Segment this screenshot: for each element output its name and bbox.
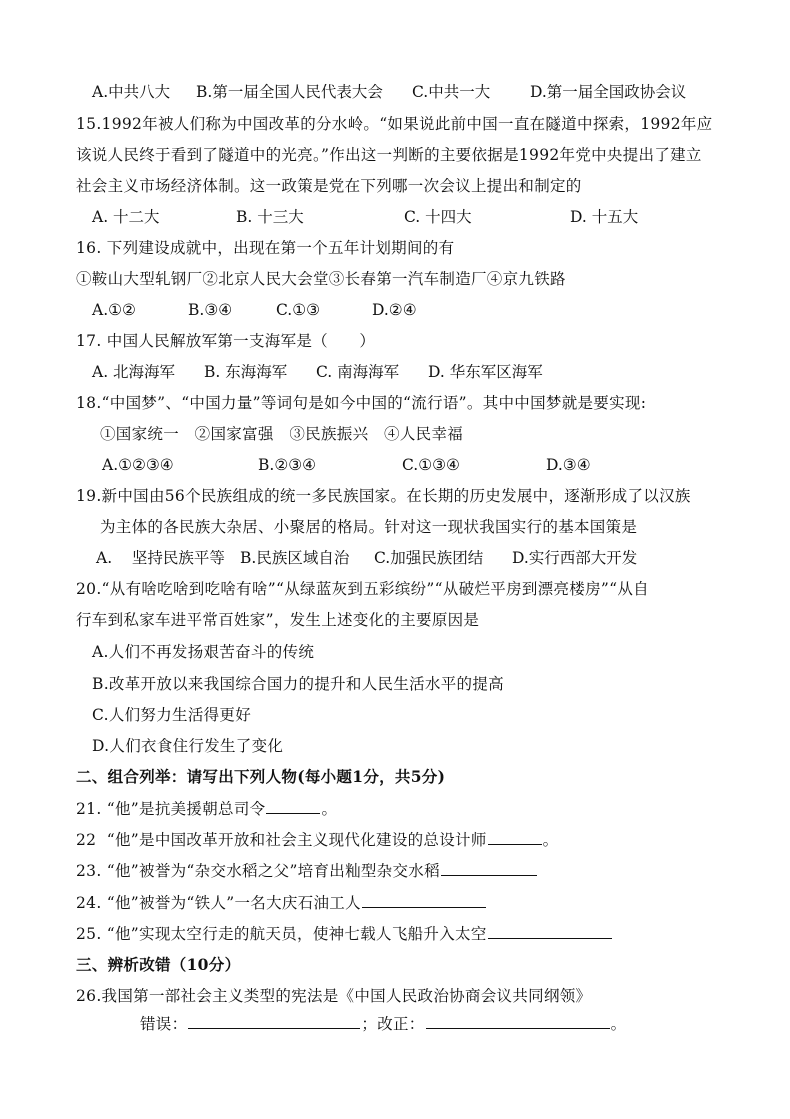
section-2-title: 二、组合列举：请写出下列人物(每小题1分，共5分) — [76, 767, 446, 786]
q14-option-b: B.第一届全国人民代表大会 — [196, 83, 383, 101]
q23-text: 23. “他”被誉为“杂交水稻之父”培育出籼型杂交水稻 — [76, 862, 440, 880]
q23 — [76, 861, 538, 881]
q16-option-d: D.②④ — [372, 301, 417, 319]
q16-option-a: A.①② — [92, 301, 136, 319]
q16-option-c: C.①③ — [276, 301, 321, 319]
q15-line-2: 该说人民终于看到了隧道中的光亮。”作出这一判断的主要依据是1992年党中央提出了建立 — [76, 146, 702, 164]
q19-option-b: B.民族区域自治 — [240, 549, 350, 567]
q18-option-a: A.①②③④ — [102, 456, 174, 474]
q16-line-1: 16. 下列建设成就中，出现在第一个五年计划期间的有 — [76, 239, 455, 257]
q26-correction-blank[interactable] — [426, 1014, 610, 1029]
q16-option-b: B.③④ — [188, 301, 233, 319]
q25-answer-blank[interactable] — [488, 924, 612, 939]
q20-option-d: D.人们衣食住行发生了变化 — [92, 737, 284, 755]
q24 — [76, 893, 487, 913]
q25 — [76, 924, 613, 944]
q19-line-1: 19.新中国由56个民族组成的统一多民族国家。在长期的历史发展中，逐渐形成了以汉族 — [76, 487, 691, 505]
q21-end: 。 — [321, 800, 338, 818]
q15-option-d: D. 十五大 — [570, 208, 639, 226]
q15-option-b: B. 十三大 — [236, 208, 304, 226]
q26-line-1: 26.我国第一部社会主义类型的宪法是《中国人民政治协商会议共同纲领》 — [76, 987, 592, 1005]
q19-option-a: A. 坚持民族平等 — [96, 549, 225, 567]
q15-line-3: 社会主义市场经济体制。这一政策是党在下列哪一次会议上提出和制定的 — [76, 177, 582, 195]
q18-line-1: 18.“中国梦”、“中国力量”等词句是如今中国的“流行语”。其中中国梦就是要实现: — [76, 394, 647, 412]
q22-end: 。 — [542, 831, 559, 849]
q17-option-c: C. 南海海军 — [316, 363, 400, 381]
q24-text: 24. “他”被誉为“铁人”一名大庆石油工人 — [76, 894, 361, 912]
q14-option-d: D.第一届全国政协会议 — [530, 83, 687, 101]
q19-option-d: D.实行西部大开发 — [512, 549, 638, 567]
q16-line-2: ①鞍山大型轧钢厂②北京人民大会堂③长春第一汽车制造厂④京九铁路 — [76, 270, 566, 288]
q21 — [76, 799, 337, 819]
q26-correction-label: ；改正： — [361, 1015, 425, 1033]
q17-line-1: 17. 中国人民解放军第一支海军是（ ） — [76, 332, 376, 350]
q22-text: 22 “他”是中国改革开放和社会主义现代化建设的总设计师 — [76, 831, 487, 849]
q26-error-label: 错误： — [140, 1015, 188, 1033]
q20-line-1: 20.“从有啥吃啥到吃啥有啥”“从绿蓝灰到五彩缤纷”“从破烂平房到漂亮楼房”“从自 — [76, 580, 649, 598]
q14-option-c: C.中共一大 — [412, 83, 491, 101]
q25-text: 25. “他”实现太空行走的航天员，使神七载人飞船升入太空 — [76, 925, 487, 943]
q15-line-1: 15.1992年被人们称为中国改革的分水岭。“如果说此前中国一直在隧道中探索，1992年应 — [76, 115, 713, 133]
q17-option-d: D. 华东军区海军 — [428, 363, 543, 381]
q20-line-2: 行车到私家车进平常百姓家”，发生上述变化的主要原因是 — [76, 611, 480, 629]
section-3-title: 三、辨析改错（10分） — [76, 955, 241, 974]
q18-option-d: D.③④ — [546, 456, 591, 474]
q22 — [76, 830, 558, 850]
q20-option-c: C.人们努力生活得更好 — [92, 706, 252, 724]
q18-line-2: ①国家统一 ②国家富强 ③民族振兴 ④人民幸福 — [100, 425, 464, 443]
q26-end: 。 — [610, 1015, 627, 1033]
q19-option-c: C.加强民族团结 — [374, 549, 484, 567]
q15-option-a: A. 十二大 — [92, 208, 160, 226]
q26-answer-line — [140, 1014, 626, 1034]
q14-option-a: A.中共八大 — [92, 83, 171, 101]
q21-answer-blank[interactable] — [266, 799, 320, 814]
q17-option-b: B. 东海海军 — [204, 363, 288, 381]
q26-error-blank[interactable] — [188, 1014, 360, 1029]
q15-option-c: C. 十四大 — [404, 208, 472, 226]
q24-answer-blank[interactable] — [362, 893, 486, 908]
q18-option-b: B.②③④ — [258, 456, 317, 474]
q22-answer-blank[interactable] — [488, 830, 542, 845]
q18-option-c: C.①③④ — [402, 456, 460, 474]
q23-answer-blank[interactable] — [441, 861, 537, 876]
q21-text: 21. “他”是抗美援朝总司令 — [76, 800, 266, 818]
q19-line-2: 为主体的各民族大杂居、小聚居的格局。针对这一现状我国实行的基本国策是 — [100, 518, 638, 536]
q20-option-a: A.人们不再发扬艰苦奋斗的传统 — [92, 643, 315, 661]
q17-option-a: A. 北海海军 — [92, 363, 176, 381]
q20-option-b: B.改革开放以来我国综合国力的提升和人民生活水平的提高 — [92, 675, 504, 693]
